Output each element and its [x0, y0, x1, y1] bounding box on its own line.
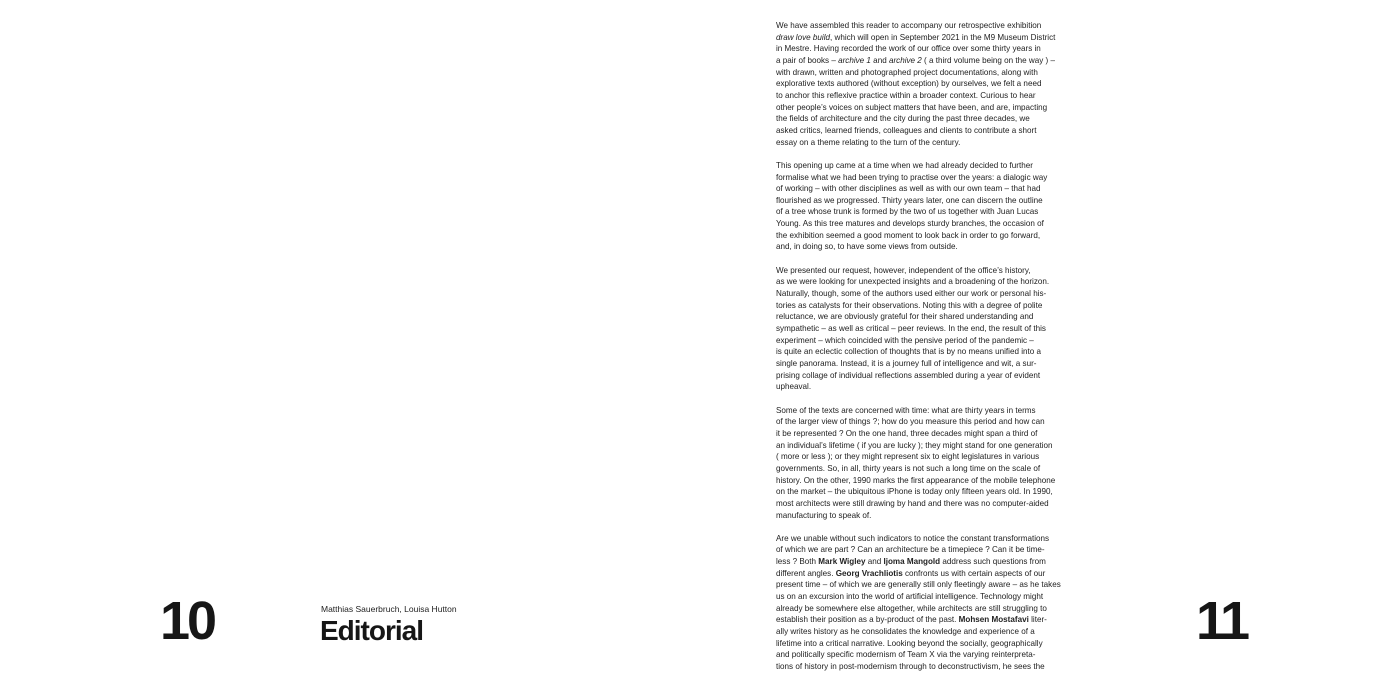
text-run: of a tree whose trunk is formed by the two of us together with Juan Lucas	[776, 207, 1039, 217]
text-run: Some of the texts are concerned with time: what are thirty years in terms	[776, 405, 1036, 415]
text-line	[776, 626, 1088, 638]
text-line	[776, 416, 1088, 428]
text-run: as we were looking for unexpected insights and a broadening of the horizon.	[776, 277, 1050, 287]
text-line	[776, 137, 1088, 149]
text-line	[776, 533, 1088, 545]
text-run: asked critics, learned friends, colleagues and clients to contribute a short	[776, 125, 1037, 135]
text-run: of the larger view of things ?; how do you measure this period and how can	[776, 417, 1045, 427]
text-line	[776, 649, 1088, 661]
text-line	[776, 335, 1088, 347]
text-line	[776, 276, 1088, 288]
text-run: tories as catalysts for their observations. Noting this with a degree of polite	[776, 300, 1043, 310]
text-line	[776, 241, 1088, 253]
article-title: Editorial	[320, 615, 424, 646]
article-authors: Matthias Sauerbruch, Louisa Hutton	[321, 604, 457, 614]
text-line	[776, 591, 1088, 603]
body-paragraph	[776, 265, 1088, 393]
text-run: history. On the other, 1990 marks the first appearance of the mobile telephone	[776, 475, 1056, 485]
text-line	[776, 486, 1088, 498]
text-run: us on an excursion into the world of artificial intelligence. Technology might	[776, 592, 1044, 602]
page-number-left: 10	[160, 591, 215, 651]
text-run: We presented our request, however, independent of the office’s history,	[776, 265, 1031, 275]
text-run: reluctance, we are obviously grateful for their shared understanding and	[776, 312, 1034, 322]
text-line	[776, 323, 1088, 335]
text-line	[776, 206, 1088, 218]
text-line	[776, 346, 1088, 358]
text-run: formalise what we had been trying to practise over the years: a dialogic way	[776, 172, 1048, 182]
text-run: upheaval.	[776, 382, 812, 392]
text-run: flourished as we progressed. Thirty years later, one can discern the outline	[776, 195, 1043, 205]
text-run: explorative texts authored (without exception) by ourselves, we felt a need	[776, 79, 1042, 89]
text-run: it be represented ? On the one hand, three decades might span a third of	[776, 428, 1038, 438]
text-run: liter-	[1028, 615, 1047, 625]
text-run: most architects were still drawing by hand and there was no computer-aided	[776, 498, 1049, 508]
text-run: and	[865, 557, 884, 567]
text-line	[776, 300, 1088, 312]
text-line	[776, 603, 1088, 615]
text-line	[776, 428, 1088, 440]
body-text-column	[776, 20, 1088, 700]
text-line	[776, 125, 1088, 137]
text-run: sympathetic – as well as critical – peer reviews. In the end, the result of this	[776, 324, 1046, 334]
text-run: the fields of architecture and the city during the past three decades, we	[776, 114, 1030, 124]
text-run: different angles.	[776, 568, 836, 578]
text-run: Young. As this tree matures and develops sturdy branches, the occasion of	[776, 219, 1044, 229]
text-run: lifetime into a critical narrative. Looking beyond the socially, geographically	[776, 638, 1043, 648]
text-run: present time – of which we are generally still only fleetingly aware – as he takes	[776, 580, 1061, 590]
text-run: ally writes history as he consolidates the knowledge and experience of a	[776, 627, 1035, 637]
text-line	[776, 475, 1088, 487]
text-line	[776, 579, 1088, 591]
page-number-right: 11	[1196, 591, 1248, 651]
italic-title: archive 1	[838, 55, 871, 65]
text-run: a pair of books –	[776, 55, 839, 65]
text-run: and politically specific modernism of Team X via the varying reinterpreta-	[776, 650, 1036, 660]
text-run: experiment – which coincided with the pensive period of the pandemic –	[776, 335, 1034, 345]
body-paragraph	[776, 160, 1088, 253]
text-run: Are we unable without such indicators to notice the constant transformations	[776, 533, 1050, 543]
text-line	[776, 78, 1088, 90]
text-run: of which we are part ? Can an architecture be a timepiece ? Can it be time-	[776, 545, 1045, 555]
text-run: prising collage of individual reflections assembled during a year of evident	[776, 370, 1041, 380]
text-line	[776, 370, 1088, 382]
text-run: less ? Both	[776, 557, 819, 567]
text-run: is quite an eclectic collection of thoughts that is by no means unified into a	[776, 347, 1042, 357]
text-line	[776, 358, 1088, 370]
text-line	[776, 183, 1088, 195]
text-run: This opening up came at a time when we had already decided to further	[776, 160, 1033, 170]
text-run: essay on a theme relating to the turn of the century.	[776, 137, 961, 147]
text-run: , which will open in September 2021 in the M9 Museum District	[830, 32, 1056, 42]
text-line	[776, 381, 1088, 393]
text-run: the exhibition seemed a good moment to look back in order to go forward,	[776, 230, 1041, 240]
text-line	[776, 113, 1088, 125]
text-run: and	[870, 55, 889, 65]
text-line	[776, 614, 1088, 626]
text-line	[776, 510, 1088, 522]
text-line	[776, 661, 1088, 673]
text-run: manufacturing to speak of.	[776, 510, 872, 520]
text-line	[776, 160, 1088, 172]
body-paragraph	[776, 405, 1088, 522]
text-line	[776, 90, 1088, 102]
text-line	[776, 43, 1088, 55]
author-name: Georg Vrachliotis	[835, 568, 903, 578]
text-run: ( more or less ); or they might represent six to eight legislatures in various	[776, 452, 1040, 462]
italic-title: draw love build	[776, 32, 830, 42]
body-paragraph	[776, 20, 1088, 148]
text-line	[776, 67, 1088, 79]
text-line	[776, 288, 1088, 300]
text-run: governments. So, in all, thirty years is not such a long time on the scale of	[776, 463, 1041, 473]
text-run: an individual’s lifetime ( if you are lucky ); they might stand for one generation	[776, 440, 1053, 450]
text-line	[776, 405, 1088, 417]
text-run: single panorama. Instead, it is a journey full of intelligence and wit, a sur-	[776, 359, 1037, 368]
text-run: and, in doing so, to have some views from outside.	[776, 242, 958, 252]
text-line	[776, 218, 1088, 230]
text-line	[776, 172, 1088, 184]
text-run: of working – with other disciplines as well as with our own team – that had	[776, 184, 1041, 194]
text-line	[776, 568, 1088, 580]
text-line	[776, 20, 1088, 32]
text-run: with drawn, written and photographed project documentations, along with	[776, 67, 1038, 77]
text-line	[776, 463, 1088, 475]
text-run: Naturally, though, some of the authors used either our work or personal his-	[776, 289, 1047, 299]
text-run: on the market – the ubiquitous iPhone is today only fifteen years old. In 1990,	[776, 487, 1053, 497]
text-line	[776, 498, 1088, 510]
text-line	[776, 230, 1088, 242]
text-run: ( a third volume being on the way ) –	[921, 55, 1055, 65]
italic-title: archive 2	[888, 55, 922, 65]
author-name: Ijoma Mangold	[883, 557, 941, 567]
text-run: establish their position as a by-product of the past.	[776, 615, 959, 625]
text-line	[776, 556, 1088, 568]
text-run: confronts us with certain aspects of our	[902, 568, 1046, 578]
body-paragraph	[776, 533, 1088, 673]
author-name: Mark Wigley	[818, 557, 866, 567]
text-run: to anchor this reflexive practice within a broader context. Curious to hear	[776, 90, 1036, 100]
text-run: other people’s voices on subject matters that have been, and are, impacting	[776, 102, 1048, 112]
text-line	[776, 638, 1088, 650]
text-run: tions of history in post-modernism through to deconstructivism, he sees the	[776, 662, 1045, 672]
text-line	[776, 311, 1088, 323]
author-name: Mohsen Mostafavi	[958, 615, 1029, 625]
text-run: in Mestre. Having recorded the work of our office over some thirty years in	[776, 44, 1041, 54]
text-run: already be somewhere else altogether, while architects are still struggling to	[776, 603, 1047, 613]
text-run: We have assembled this reader to accompany our retrospective exhibition	[776, 21, 1042, 30]
text-line	[776, 544, 1088, 556]
text-line	[776, 265, 1088, 277]
text-line	[776, 55, 1088, 67]
text-line	[776, 440, 1088, 452]
text-line	[776, 32, 1088, 44]
text-run: address such questions from	[940, 557, 1046, 567]
text-line	[776, 102, 1088, 114]
text-line	[776, 451, 1088, 463]
text-line	[776, 195, 1088, 207]
